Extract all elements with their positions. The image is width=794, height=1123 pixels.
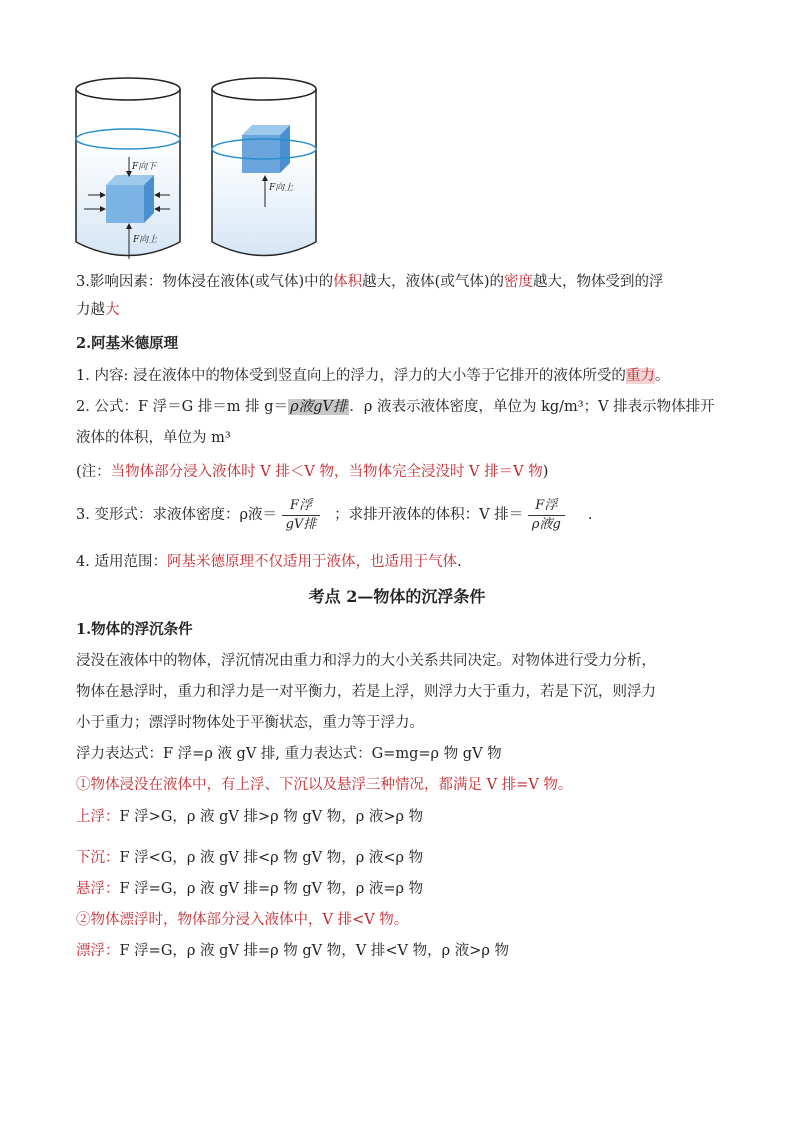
fraction2-numerator: F浮 (528, 497, 565, 516)
submerged-cube (106, 175, 154, 223)
sinking-condition (76, 848, 423, 868)
fraction1-denominator: gV排 (285, 516, 317, 532)
label-up-left: F向上 (133, 235, 158, 245)
density-fraction (282, 497, 321, 534)
sink-para-line3: 小于重力；漂浮时物体处于平衡状态，重力等于浮力。 (76, 715, 424, 731)
rising-formula: F 浮>G，ρ 液 gV 排>ρ 物 gV 物，ρ 液>ρ 物 (119, 809, 424, 825)
buoyancy-figure (74, 77, 334, 262)
rising-condition (76, 807, 423, 827)
archimedes-formula-line2: 液体的体积，单位为 m³ (76, 430, 231, 446)
formula-highlight: ρ液gV排 (290, 399, 348, 415)
floating-label: 漂浮： (76, 943, 120, 959)
case-floating: ②物体漂浮时，物体部分浸入液体中，V 排<V 物。 (76, 912, 409, 928)
variant-density-text: 3. 变形式：求液体密度：ρ液＝ (76, 507, 277, 523)
beaker-right (212, 78, 316, 256)
beaker-left (76, 78, 180, 259)
variant-volume-text: ；求排开液体的体积：V 排＝ (334, 507, 524, 523)
note-open: (注： (76, 464, 111, 480)
sink-para-line1: 浸没在液体中的物体，浮沉情况由重力和浮力的大小关系共同决定。对物体进行受力分析， (76, 653, 656, 669)
floating-formula: F 浮=G，ρ 液 gV 排=ρ 物 gV 物，V 排<V 物，ρ 液>ρ 物 (119, 943, 509, 959)
label-down: F向下 (132, 162, 157, 172)
arch-item1-end: 。 (654, 368, 670, 384)
p3-prefix: 3.影响因素：物体浸在液体(或气体)中的 (76, 274, 334, 290)
p3-line2: 力越 (76, 302, 105, 318)
floating-cube (242, 125, 290, 173)
keyword-volume: 体积 (333, 274, 363, 290)
formula-explanation: ．ρ 液表示液体密度，单位为 kg/m³；V 排表示物体排开 (349, 399, 715, 415)
archimedes-note (76, 462, 548, 482)
scope-label: 4. 适用范围： (76, 554, 167, 570)
fraction1-numerator: F浮 (282, 497, 321, 516)
archimedes-variants (76, 493, 592, 537)
buoyancy-expression: 浮力表达式：F 浮=ρ 液 gV 排, 重力表达式：G=mg=ρ 物 gV 物 (76, 746, 502, 762)
scope-text: 阿基米德原理不仅适用于液体，也适用于气体 (166, 554, 457, 570)
arch-item1-text: 1. 内容: 浸在液体中的物体受到竖直向上的浮力，浮力的大小等于它排开的液体所受的 (76, 368, 626, 384)
variant-end: . (587, 507, 593, 523)
suspended-formula: F 浮=G，ρ 液 gV 排=ρ 物 gV 物，ρ 液=ρ 物 (119, 881, 424, 897)
keyword-big: 大 (105, 302, 120, 318)
note-text: 当物体部分浸入液体时 V 排＜V 物，当物体完全浸没时 V 排＝V 物 (110, 464, 543, 480)
suspended-condition (76, 879, 423, 899)
p3-mid2: 越大，物体受到的浮 (532, 274, 664, 290)
sinking-formula: F 浮<G，ρ 液 gV 排<ρ 物 gV 物，ρ 液<ρ 物 (119, 850, 424, 866)
label-up-right: F向上 (269, 183, 294, 193)
influence-factors (76, 272, 663, 292)
note-close: ) (542, 464, 549, 480)
topic2-title: 考点 2—物体的沉浮条件 (308, 587, 486, 606)
archimedes-formula (76, 397, 715, 417)
archimedes-scope (76, 552, 462, 572)
sink-para-line2: 物体在悬浮时，重力和浮力是一对平衡力，若是上浮，则浮力大于重力，若是下沉，则浮力 (76, 684, 656, 700)
keyword-density: 密度 (503, 274, 533, 290)
sink-float-title: 1.物体的浮沉条件 (76, 621, 193, 638)
influence-factors-line2 (76, 300, 120, 320)
case-immersed: ①物体浸没在液体中，有上浮、下沉以及悬浮三种情况，都满足 V 排=V 物。 (76, 777, 573, 793)
formula-prefix: 2. 公式：F 浮＝G 排＝m 排 g＝ (76, 399, 289, 415)
floating-condition (76, 941, 509, 961)
sinking-label: 下沉： (76, 850, 120, 866)
rising-label: 上浮： (76, 809, 120, 825)
scope-end: . (456, 554, 462, 570)
suspended-label: 悬浮： (76, 881, 120, 897)
keyword-gravity: 重力 (625, 368, 655, 384)
volume-fraction (528, 497, 565, 534)
archimedes-content (76, 366, 669, 386)
section-archimedes-title: 2.阿基米德原理 (76, 335, 179, 352)
fraction2-denominator: ρ液g (531, 516, 561, 532)
p3-mid1: 越大，液体(或气体)的 (362, 274, 504, 290)
